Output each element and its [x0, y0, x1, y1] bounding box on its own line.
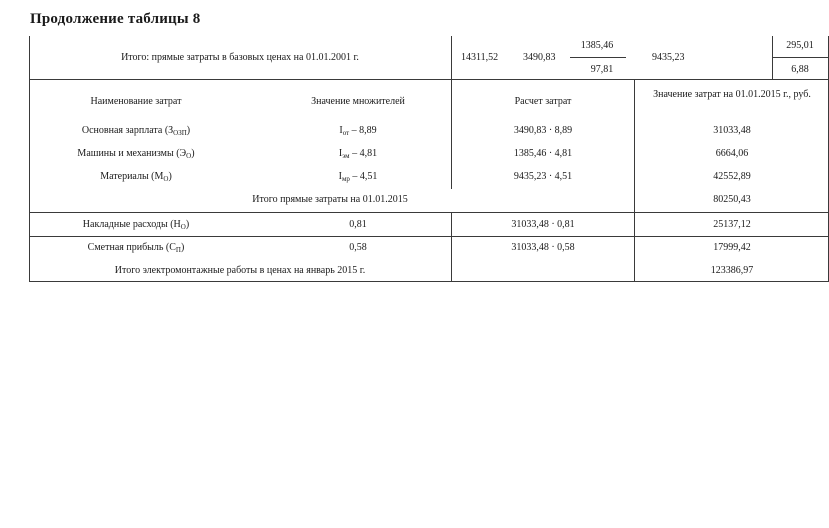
- header-value: Значение затрат на 01.01.2015 г., руб.: [653, 89, 811, 100]
- overhead-name: Накладные расходы $(Н_О)$: [82, 219, 190, 231]
- row-multiplier: $I_{мр} - 4,51$: [338, 171, 378, 183]
- table-caption: Продолжение таблицы 8: [30, 11, 201, 27]
- overhead-multiplier: 0,81: [349, 219, 367, 230]
- row-name: Материалы $(М_О)$: [100, 171, 172, 183]
- summary-wages: 3490,83: [523, 52, 556, 63]
- grand-total-value: 123386,97: [710, 265, 754, 276]
- row-calc: 9435,23 · 4,51: [513, 171, 573, 182]
- row-name: Основная зарплата $(З_{ОЗП})$: [81, 125, 191, 137]
- profit-calc: 31033,48 · 0,58: [511, 242, 575, 253]
- header-multiplier: Значение множителей: [311, 96, 405, 107]
- summary-materials: 9435,23: [652, 52, 685, 63]
- overhead-calc: 31033,48 · 0,81: [511, 219, 575, 230]
- row-calc: 3490,83 · 8,89: [513, 125, 573, 136]
- row-value: 42552,89: [713, 171, 751, 182]
- row-multiplier: $I_{от} - 8,89$: [339, 125, 377, 137]
- row-calc: 1385,46 · 4,81: [513, 148, 573, 159]
- profit-name: Сметная прибыль $(С_П)$: [87, 242, 185, 254]
- row-name: Машины и механизмы $(Э_О)$: [77, 148, 195, 160]
- summary-total: 14311,52: [461, 52, 499, 63]
- grand-total-label: Итого электромонтажные работы в ценах на январь 2015 г.: [114, 265, 366, 276]
- header-calc: Расчет затрат: [514, 96, 572, 107]
- overhead-value: 25137,12: [713, 219, 751, 230]
- summary-right-top: 295,01: [786, 40, 814, 51]
- summary-machines-top: 1385,46: [580, 40, 614, 51]
- header-name: Наименование затрат: [90, 96, 182, 107]
- row-multiplier: $I_{эм} - 4,81$: [338, 148, 378, 160]
- subtotal-value: 80250,43: [713, 194, 751, 205]
- summary-label: Итого: прямые затраты в базовых ценах на 01.01.2001 г.: [121, 52, 359, 63]
- profit-multiplier: 0,58: [349, 242, 367, 253]
- summary-right-bottom: 6,88: [791, 64, 809, 75]
- row-value: 6664,06: [715, 148, 749, 159]
- summary-machines-bottom: 97,81: [590, 64, 614, 75]
- profit-value: 17999,42: [713, 242, 751, 253]
- row-value: 31033,48: [713, 125, 751, 136]
- subtotal-label: Итого прямые затраты на 01.01.2015: [252, 194, 408, 205]
